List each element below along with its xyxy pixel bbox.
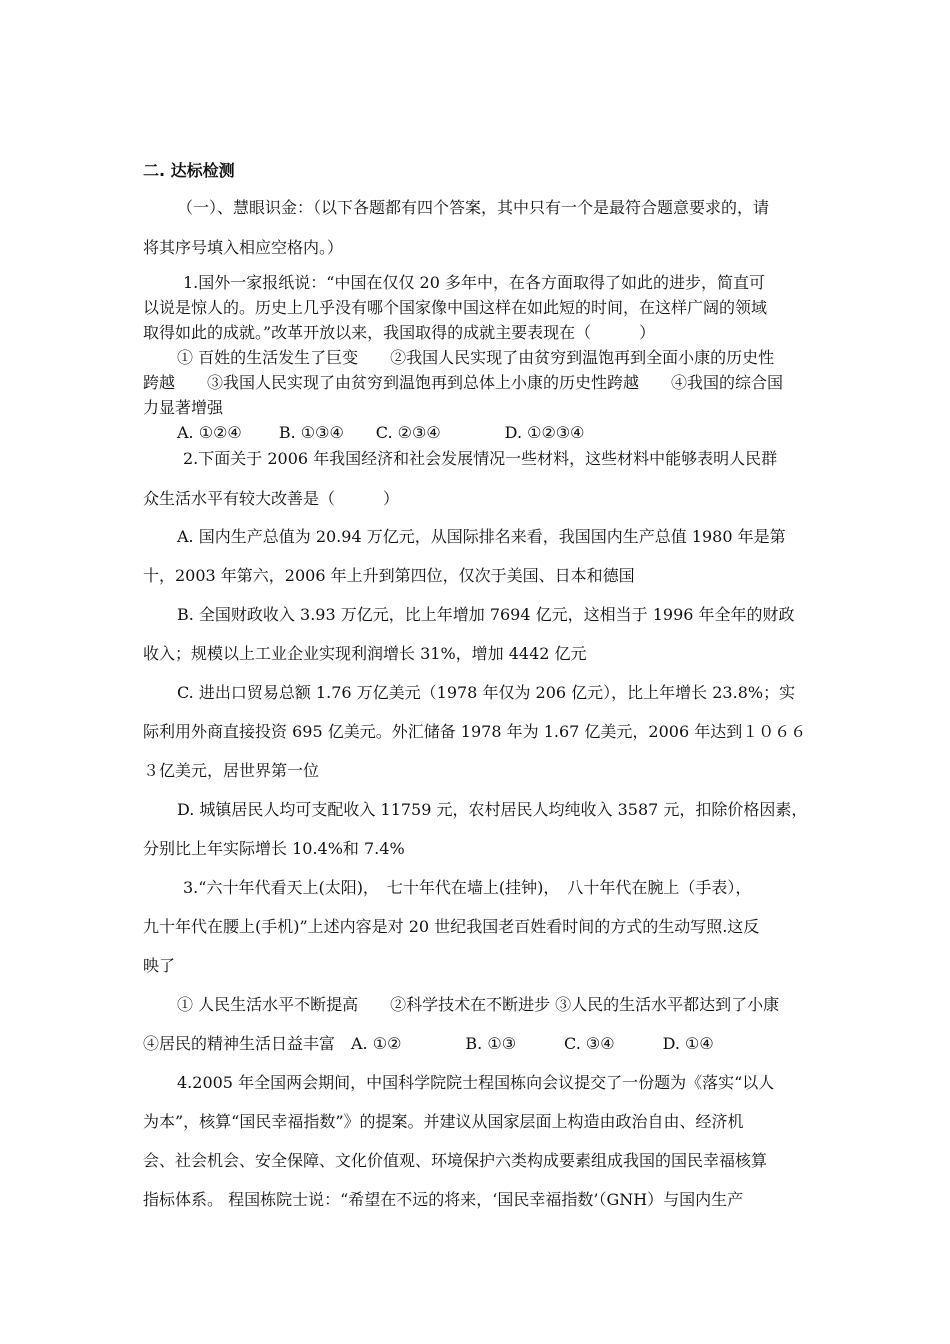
question-stem-line: 众生活水平有较大改善是（ ） <box>143 489 400 508</box>
instruction-line: （一）、慧眼识金：（以下各题都有四个答案，其中只有一个是最符合题意要求的，请 <box>177 198 770 217</box>
option-line: ３亿美元，居世界第一位 <box>143 761 320 780</box>
question-stem-line: 2.下面关于 2006 年我国经济和社会发展情况一些材料，这些材料中能够表明人民群 <box>183 449 778 468</box>
question-stem-line: 指标体系。 程国栋院士说：“希望在不远的将来，‘国民幸福指数’（GNH）与国内生产 <box>143 1190 744 1209</box>
question-stem-line: 以说是惊人的。历史上几乎没有哪个国家像中国这样在如此短的时间，在这样广阔的领域 <box>143 298 768 317</box>
question-stem-line: 为本”，核算“国民幸福指数”》的提案。并建议从国家层面上构造由政治自由、经济机 <box>143 1112 744 1131</box>
question-stem-line: 3.“六十年代看天上(太阳)， 七十年代在墙上(挂钟)， 八十年代在腕上（手表）， <box>183 878 752 897</box>
question-stem-line: 九十年代在腰上(手机)”上述内容是对 20 世纪我国老百姓看时间的方式的生动写照.这反 <box>143 917 760 936</box>
statement-line: ① 人民生活水平不断提高 ②科学技术在不断进步 ③人民的生活水平都达到了小康 <box>177 995 780 1014</box>
statement-line: ① 百姓的生活发生了巨变 ②我国人民实现了由贫穷到温饱再到全面小康的历史性 <box>177 348 775 367</box>
option-line: C. 进出口贸易总额 1.76 万亿美元（1978 年仅为 206 亿元），比上年增长 23.8%；实 <box>177 683 796 702</box>
section-heading: 二. 达标检测 <box>143 161 235 180</box>
question-stem-line: 映了 <box>143 956 176 975</box>
option-line: A. 国内生产总值为 20.94 万亿元，从国际排名来看，我国国内生产总值 1980 年是第 <box>177 527 786 546</box>
option-line: 收入；规模以上工业企业实现利润增长 31%，增加 4442 亿元 <box>143 644 587 663</box>
answer-options: A. ①②④ B. ①③④ C. ②③④ D. ①②③④ <box>177 423 585 442</box>
question-stem-line: 4.2005 年全国两会期间，中国科学院院士程国栋向会议提交了一份题为《落实“以人 <box>177 1073 775 1092</box>
option-line: B. 全国财政收入 3.93 万亿元，比上年增加 7694 亿元，这相当于 1996 年全年的财政 <box>177 605 795 624</box>
instruction-line: 将其序号填入相应空格内。） <box>143 238 344 257</box>
statement-line: 力显著增强 <box>143 398 224 417</box>
statement-line: 跨越 ③我国人民实现了由贫穷到温饱再到总体上小康的历史性跨越 ④我国的综合国 <box>143 373 784 392</box>
option-line: D. 城镇居民人均可支配收入 11759 元，农村居民人均纯收入 3587 元，扣除价格因素， <box>177 800 808 819</box>
question-stem-line: 会、社会机会、安全保障、文化价值观、环境保护六类构成要素组成我国的国民幸福核算 <box>143 1151 768 1170</box>
question-stem-line: 取得如此的成就。”改革开放以来，我国取得的成就主要表现在（ ） <box>143 323 656 342</box>
option-line: 十，2003 年第六，2006 年上升到第四位，仅次于美国、日本和德国 <box>143 566 635 585</box>
option-line: 际利用外商直接投资 695 亿美元。外汇储备 1978 年为 1.67 亿美元，2006 年达到１０６６ <box>143 722 807 741</box>
option-line: 分别比上年实际增长 10.4%和 7.4% <box>143 839 405 858</box>
question-stem-line: 1.国外一家报纸说：“中国在仅仅 20 多年中，在各方面取得了如此的进步，简直可 <box>183 273 765 292</box>
statement-line: ④居民的精神生活日益丰富 A. ①② B. ①③ C. ③④ D. ①④ <box>143 1034 714 1053</box>
